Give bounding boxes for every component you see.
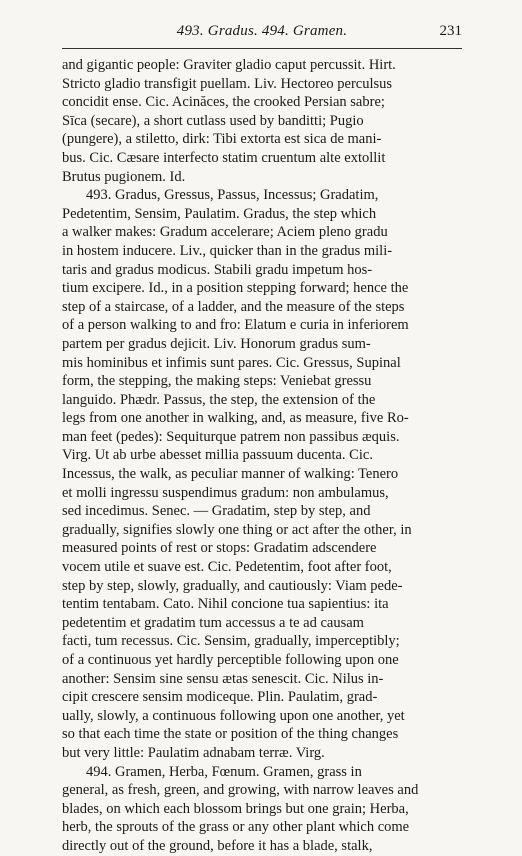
text-line: man feet (pedes): Sequiturque patrem non passibus æquis. [62,428,400,445]
text-line: pedetentim et gradatim tum accessus a te ad causam [62,614,364,631]
text-line: tium excipere. Id., in a position stepping forward; hence the [62,280,409,297]
text-line: general, as fresh, green, and growing, with narrow leaves and [62,782,419,799]
text-line: form, the stepping, the making steps: Veniebat gressu [62,373,372,390]
text-line: step by step, slowly, gradually, and cautiously: Viam pede- [62,577,403,594]
text-line: tentim tentabam. Cato. Nihil concione tua sapientius: ita [62,596,389,613]
text-line: mis hominibus et infimis sunt pares. Cic. Gressus, Supinal [62,354,401,371]
text-line: Virg. Ut ab urbe abesset millia passuum ducenta. Cic. [62,447,373,464]
text-line: concidit ense. Cic. Acinăces, the crooked Persian sabre; [62,94,385,111]
text-line: of a person walking to and fro: Elatum e curia in inferiorem [62,317,409,334]
text-line: taris and gradus modicus. Stabili gradu impetum hos- [62,261,373,278]
text-line: 494. Gramen, Herba, Fœnum. Gramen, grass in [86,763,362,780]
text-line: and gigantic people: Graviter gladio caput percussit. Hirt. [62,57,396,73]
running-head [62,22,462,44]
text-line: facti, tum recessus. Cic. Sensim, gradually, imperceptibly; [62,633,400,650]
text-line: vocem utile et suave est. Cic. Pedetentim, foot after foot, [62,559,392,576]
page-number: 231 [439,23,462,39]
text-line: sed incedimus. Senec. — Gradatim, step by step, and [62,503,371,520]
text-line: in hostem inducere. Liv., quicker than in the gradus mili- [62,242,393,259]
text-line: cipit crescere sensim modiceque. Plin. Paulatim, grad- [62,689,378,706]
text-line: so that each time the state or position of the thing changes [62,726,399,743]
text-line: (pungere), a stiletto, dirk: Tibi extorta est sica de mani- [62,131,382,148]
text-line: blades, on which each blossom brings but one grain; Herba, [62,800,409,817]
header-rule [62,48,462,49]
body-text [62,56,462,856]
text-line: Incessus, the walk, as peculiar manner of walking: Tenero [62,466,399,483]
text-line: another: Sensim sine sensu ætas senescit. Cic. Nilus in- [62,670,384,687]
text-line: directly out of the ground, before it has a blade, stalk, [62,837,373,854]
text-line: et molli ingressu suspendimus gradum: non ambulamus, [62,484,389,501]
text-line: gradually, signifies slowly one thing or act after the other, in [62,521,412,538]
text-line: bus. Cic. Cæsare interfecto statim cruentum alte extollit [62,149,386,166]
text-line: 493. Gradus, Gressus, Passus, Incessus; Gradatim, [86,187,379,204]
text-line: languido. Phædr. Passus, the step, the extension of the [62,391,376,408]
text-line: herb, the sprouts of the grass or any other plant which come [62,819,410,836]
text-line: but very little: Paulatim adnabam terræ. Virg. [62,744,325,761]
running-head-title: 493. Gradus. 494. Gramen. [176,23,348,39]
text-line: Stricto gladio transfigit puellam. Liv. Hectoreo perculsus [62,75,393,92]
text-line: Sīca (secare), a short cutlass used by banditti; Pugio [62,112,364,129]
text-line: a walker makes: Gradum accelerare; Aciem pleno gradu [62,224,388,241]
text-line: measured points of rest or stops: Gradatim adscendere [62,540,377,557]
text-line: step of a staircase, of a ladder, and the measure of the steps [62,298,405,315]
text-line: Pedetentim, Sensim, Paulatim. Gradus, the step which [62,205,377,222]
text-line: partem per gradus dejicit. Liv. Honorum gradus sum- [62,335,371,352]
text-line: Brutus pugionem. Id. [62,168,186,185]
text-line: legs from one another in walking, and, as measure, five Ro- [62,410,409,427]
text-line: of a continuous yet hardly perceptible following upon one [62,652,399,668]
text-line: ually, slowly, a continuous following upon one another, yet [62,707,405,724]
